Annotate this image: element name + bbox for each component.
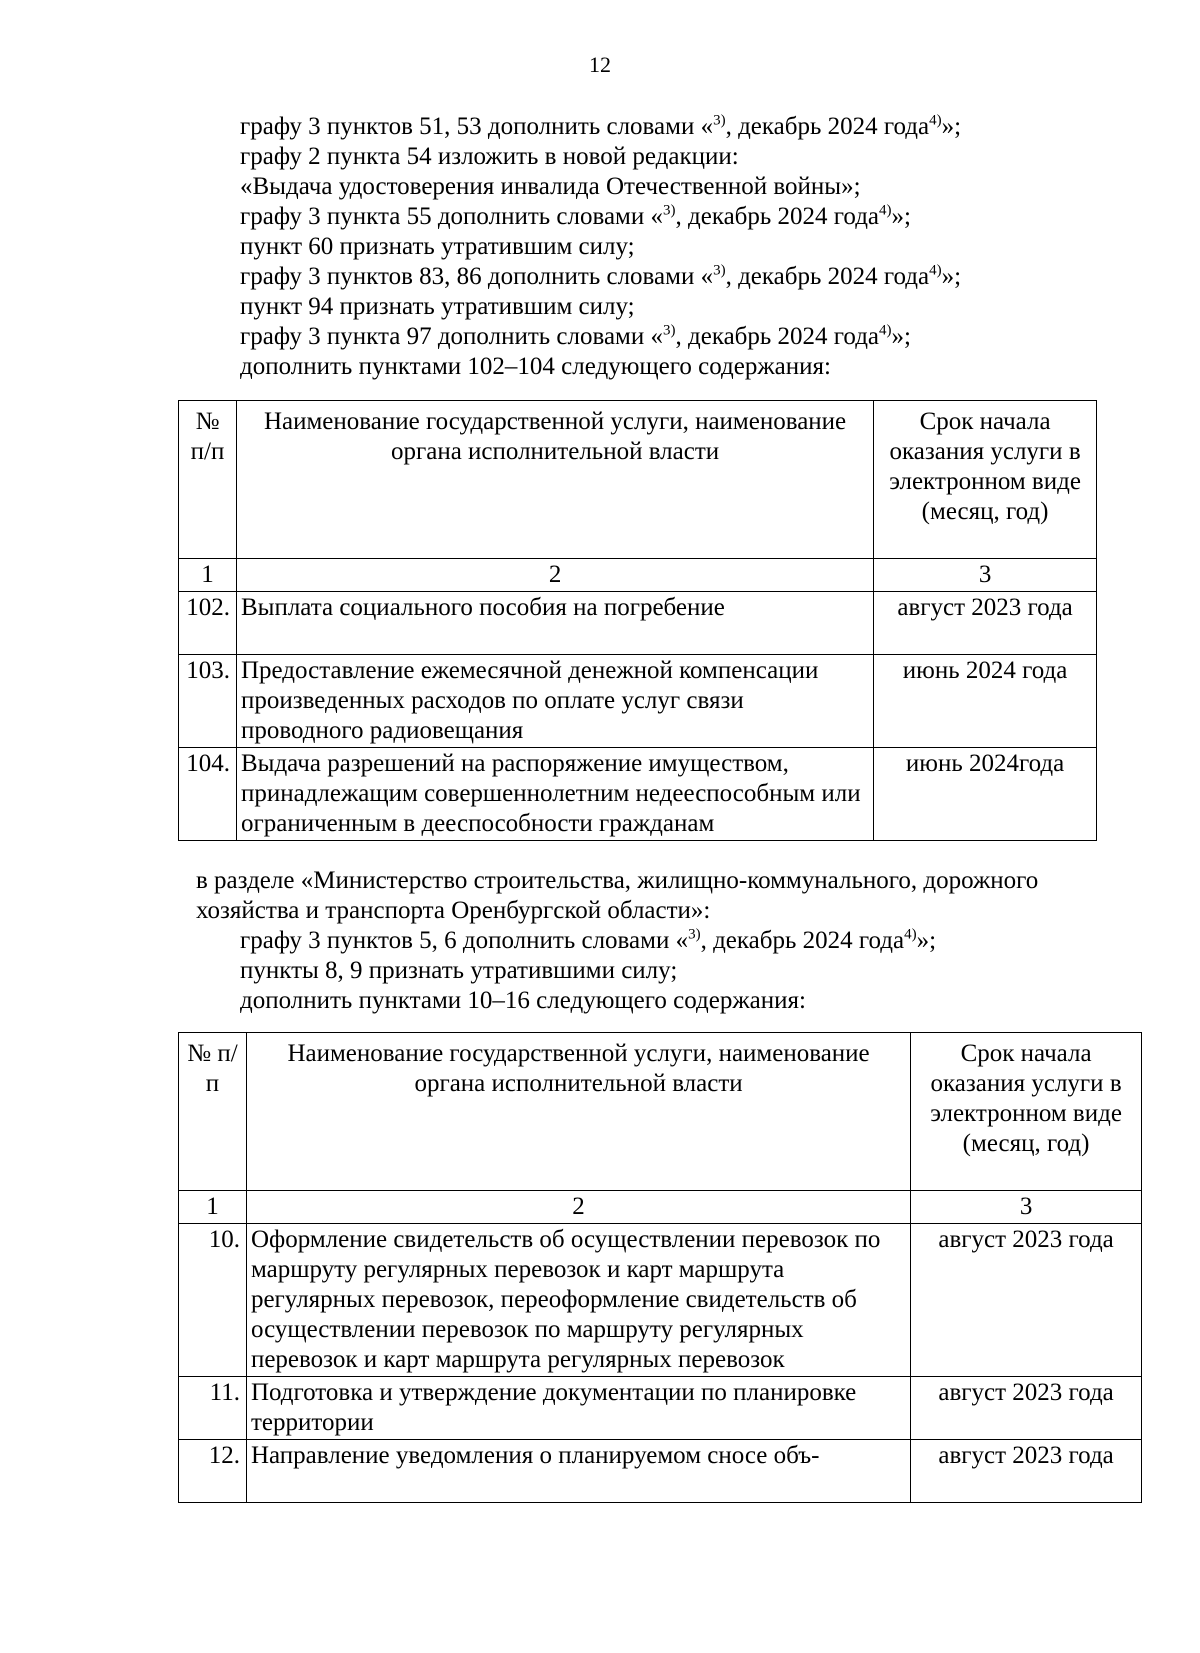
row-num: 12. bbox=[179, 1440, 247, 1503]
table-row bbox=[179, 1377, 1142, 1440]
col-number: 2 bbox=[236, 559, 873, 592]
row-name: Подготовка и утверждение документации по планировке территории bbox=[246, 1377, 910, 1440]
services-table-1 bbox=[178, 400, 1097, 841]
row-num: 11. bbox=[179, 1377, 247, 1440]
amendment-line-5: пункт 60 признать утратившим силу; bbox=[240, 233, 635, 260]
table-row bbox=[179, 1440, 1142, 1503]
row-name: Предоставление ежемесячной денежной компенсации произведенных расходов по оплате услуг связи проводного радиовещания bbox=[236, 655, 873, 748]
amendment-line-4: графу 3 пункта 55 дополнить словами «$^{3)}$, декабрь 2024 года$^{4)}$»; bbox=[240, 202, 911, 230]
col-number: 3 bbox=[874, 559, 1097, 592]
table-row bbox=[179, 592, 1097, 655]
row-term: июнь 2024года bbox=[874, 748, 1097, 841]
amendments-block-2 bbox=[196, 866, 1090, 1016]
section-reference: в разделе «Министерство строительства, жилищно-коммунального, дорожного хозяйства и транспорта Оренбургской области»: bbox=[196, 867, 1039, 924]
row-term: август 2023 года bbox=[911, 1377, 1142, 1440]
amendment-line-6: графу 3 пунктов 83, 86 дополнить словами «$^{3)}$, декабрь 2024 года$^{4)}$»; bbox=[240, 262, 962, 290]
amendment-line-3: «Выдача удостоверения инвалида Отечественной войны»; bbox=[240, 173, 861, 200]
table-header-row bbox=[179, 401, 1097, 559]
amendment-line-7: пункт 94 признать утратившим силу; bbox=[240, 293, 635, 320]
row-term: август 2023 года bbox=[874, 592, 1097, 655]
row-num: 104. bbox=[179, 748, 237, 841]
table-row bbox=[179, 748, 1097, 841]
col-number: 3 bbox=[911, 1191, 1142, 1224]
row-name: Направление уведомления о планируемом сносе объ- bbox=[246, 1440, 910, 1503]
amendment-line-11: пункты 8, 9 признать утратившими силу; bbox=[240, 957, 678, 984]
amendment-line-9: дополнить пунктами 102–104 следующего содержания: bbox=[240, 353, 831, 380]
services-table-2 bbox=[178, 1032, 1142, 1503]
col-number: 1 bbox=[179, 559, 237, 592]
column-numbers-row bbox=[179, 1191, 1142, 1224]
column-numbers-row bbox=[179, 559, 1097, 592]
header-num: № п/п bbox=[179, 401, 237, 559]
row-term: август 2023 года bbox=[911, 1440, 1142, 1503]
row-term: август 2023 года bbox=[911, 1224, 1142, 1377]
table-row bbox=[179, 1224, 1142, 1377]
header-term: Срок начала оказания услуги в электронном виде (месяц, год) bbox=[874, 401, 1097, 559]
row-num: 10. bbox=[179, 1224, 247, 1377]
row-name: Выплата социального пособия на погребение bbox=[236, 592, 873, 655]
page-number: 12 bbox=[589, 52, 611, 77]
header-name: Наименование государственной услуги, наименование органа исполнительной власти bbox=[236, 401, 873, 559]
row-name: Оформление свидетельств об осуществлении перевозок по маршруту регулярных перевозок и карт маршрута регулярных перевозок, переоформление свидетельств об осуществлении перевозок по маршруту регулярных перевозок и карт маршрута регулярных перевозок bbox=[246, 1224, 910, 1377]
header-name: Наименование государственной услуги, наименование органа исполнительной власти bbox=[246, 1033, 910, 1191]
header-term: Срок начала оказания услуги в электронном виде (месяц, год) bbox=[911, 1033, 1142, 1191]
col-number: 2 bbox=[246, 1191, 910, 1224]
row-num: 103. bbox=[179, 655, 237, 748]
row-name: Выдача разрешений на распоряжение имуществом, принадлежащим совершеннолетним недееспособным или ограниченным в дееспособности гражданам bbox=[236, 748, 873, 841]
amendment-line-8: графу 3 пункта 97 дополнить словами «$^{3)}$, декабрь 2024 года$^{4)}$»; bbox=[240, 322, 911, 350]
amendment-line-1: графу 3 пунктов 51, 53 дополнить словами «$^{3)}$, декабрь 2024 года$^{4)}$»; bbox=[240, 112, 962, 140]
header-num: № п/п bbox=[179, 1033, 247, 1191]
row-num: 102. bbox=[179, 592, 237, 655]
table-header-row bbox=[179, 1033, 1142, 1191]
table-row bbox=[179, 655, 1097, 748]
col-number: 1 bbox=[179, 1191, 247, 1224]
row-term: июнь 2024 года bbox=[874, 655, 1097, 748]
amendment-line-2: графу 2 пункта 54 изложить в новой редакции: bbox=[240, 143, 739, 170]
amendment-line-12: дополнить пунктами 10–16 следующего содержания: bbox=[240, 987, 806, 1014]
amendment-line-10: графу 3 пунктов 5, 6 дополнить словами «$^{3)}$, декабрь 2024 года$^{4)}$»; bbox=[240, 926, 937, 954]
amendments-block-1 bbox=[240, 112, 1140, 382]
